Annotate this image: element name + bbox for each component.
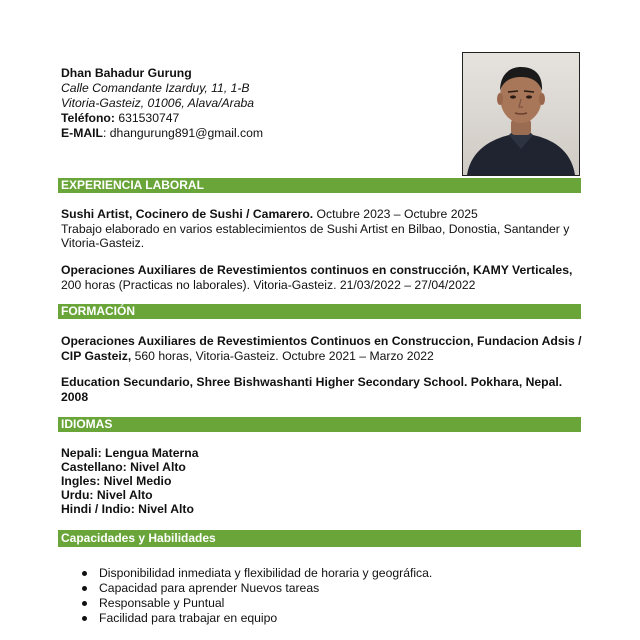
language-item: Ingles: Nivel Medio [61,474,172,488]
skill-item [80,566,432,581]
portrait-photo [462,52,580,176]
phone-line [61,111,263,126]
address-line-1: Calle Comandante Izarduy, 11, 1-B [61,81,250,95]
skill-item [80,596,432,611]
bullet-icon [82,616,87,621]
skill-text: Facilidad para trabajar en equipo [99,611,278,625]
section-bar-skills: Capacidades y Habilidades [58,530,581,547]
bullet-icon [82,601,87,606]
education-item [61,375,583,404]
experience-dates: Octubre 2023 – Octubre 2025 [313,207,478,221]
phone-value: 631530747 [114,111,180,125]
experience-description: Trabajo elaborado en varios establecimientos de Sushi Artist en Bilbao, Donostia, Santander y Vitoria-Gasteiz. [61,221,570,250]
experience-details: 200 horas (Practicas no laborales). Vitoria-Gasteiz. 21/03/2022 – 27/04/2022 [61,277,476,292]
experience-title: Sushi Artist, Cocinero de Sushi / Camarero. [61,207,314,221]
education-title: Operaciones Auxiliares de Revestimientos Continuos en Construccion, Fundacion Adsis / CIP Gasteiz, [61,334,582,363]
email-value: : dhangurung891@gmail.com [102,126,264,140]
language-item: Hindi / Indio: Nivel Alto [61,502,194,516]
address-line-2: Vitoria-Gasteiz, 01006, Alava/Araba [61,96,255,110]
section-bar-experience: EXPERIENCIA LABORAL [58,178,581,193]
section-bar-education: FORMACIÓN [58,304,581,319]
skill-text: Capacidad para aprender Nuevos tareas [99,581,320,595]
education-title: Education Secundario, Shree Bishwashanti Higher Secondary School. Pokhara, Nepal. 2008 [61,375,563,404]
language-item: Urdu: Nivel Alto [61,488,153,502]
education-details: 560 horas, Vitoria-Gasteiz. Octubre 2021 – Marzo 2022 [131,348,434,363]
person-name: Dhan Bahadur Gurung [61,66,192,80]
bullet-icon [82,586,87,591]
language-item: Castellano: Nivel Alto [61,460,186,474]
contact-block [61,66,263,141]
skill-text: Responsable y Puntual [99,596,225,610]
language-item: Nepali: Lengua Materna [61,446,199,460]
portrait-photo-icon [463,53,579,175]
skill-item [80,611,432,626]
section-bar-languages: IDIOMAS [58,417,581,432]
education-item [61,334,583,363]
email-label: E-MAIL [61,126,103,140]
skill-text: Disponibilidad inmediata y flexibilidad de horaria y geográfica. [99,566,433,580]
bullet-icon [82,571,87,576]
experience-title: Operaciones Auxiliares de Revestimientos continuos en construcción, KAMY Verticales, [61,263,573,277]
experience-item [61,263,583,292]
experience-item [61,207,583,251]
skill-item [80,581,432,596]
phone-label: Teléfono: [61,111,115,125]
email-line [61,126,263,141]
skills-list [80,566,432,626]
languages-list [61,446,583,516]
